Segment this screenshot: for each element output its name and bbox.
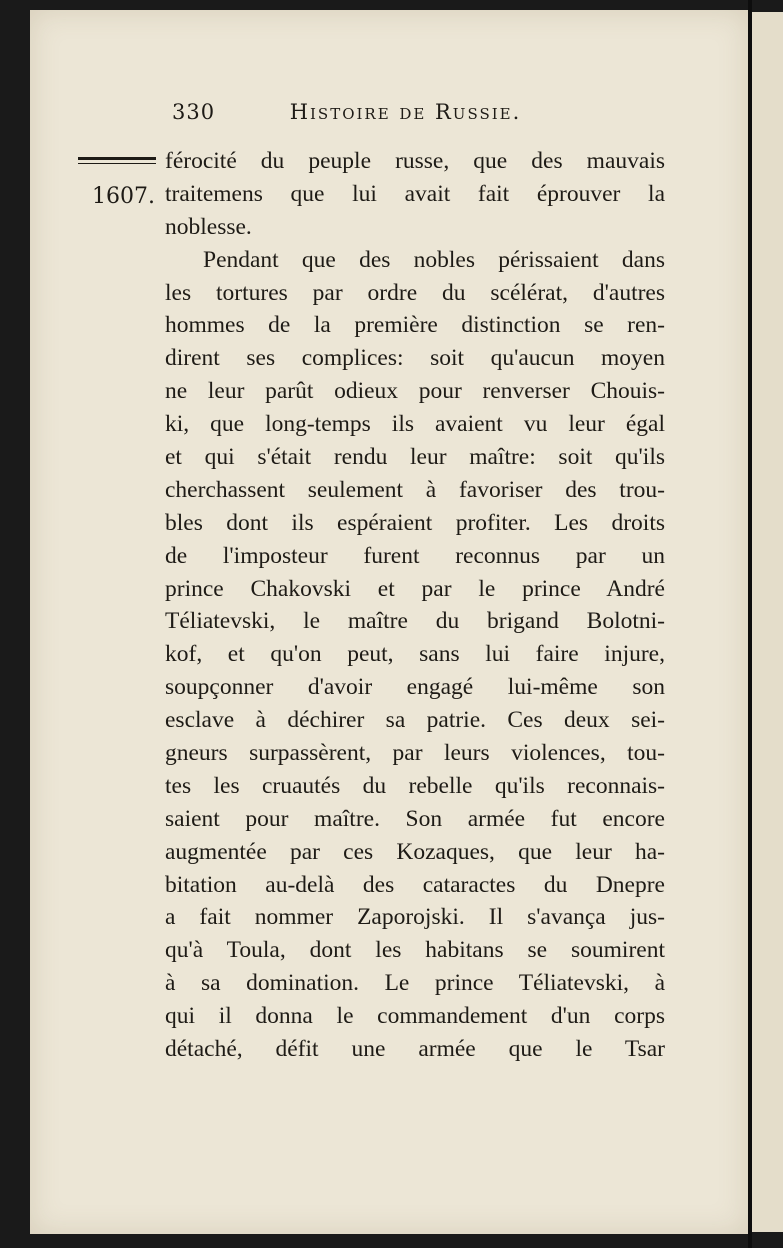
running-head (172, 100, 672, 124)
margin-year: 1607. (92, 184, 155, 209)
text-line: de l'imposteur furent reconnus par un (165, 542, 665, 569)
text-line: tes les cruautés du rebelle qu'ils reconnais- (165, 772, 665, 799)
text-line: cherchassent seulement à favoriser des trou- (165, 476, 665, 503)
text-line: dirent ses complices: soit qu'aucun moyen (165, 345, 665, 372)
page-number: 330 (172, 100, 216, 124)
text-line: esclave à déchirer sa patrie. Ces deux sei- (165, 707, 665, 734)
running-title: Histoire de Russie. (289, 100, 522, 124)
text-line: noblesse. (165, 213, 252, 240)
text-line: les tortures par ordre du scélérat, d'autres (165, 279, 665, 306)
text-line: à sa domination. Le prince Téliatevski, à (165, 970, 665, 997)
text-line: kof, et qu'on peut, sans lui faire injure, (165, 641, 665, 668)
body-text (165, 145, 665, 1066)
text-line: hommes de la première distinction se ren- (165, 312, 665, 339)
text-line: bles dont ils espéraient profiter. Les droits (165, 509, 665, 536)
text-line: qui il donna le commandement d'un corps (165, 1003, 665, 1030)
text-line: ki, que long-temps ils avaient vu leur égal (165, 411, 665, 438)
adjacent-page-edge (752, 12, 783, 1232)
text-line: qu'à Toula, dont les habitans se soumirent (165, 937, 665, 964)
continuation-rule (78, 157, 156, 164)
text-line: saient pour maître. Son armée fut encore (165, 805, 665, 832)
text-line: augmentée par ces Kozaques, que leur ha- (165, 838, 665, 865)
text-line: traitemens que lui avait fait éprouver la (165, 180, 665, 207)
text-line: a fait nommer Zaporojski. Il s'avança jus- (165, 904, 665, 931)
text-line: gneurs surpassèrent, par leurs violences, tou- (165, 740, 665, 767)
text-line: prince Chakovski et par le prince André (165, 575, 665, 602)
text-line: Pendant que des nobles périssaient dans (203, 246, 665, 273)
text-line: Téliatevski, le maître du brigand Bolotni- (165, 608, 665, 635)
text-line: soupçonner d'avoir engagé lui-même son (165, 674, 665, 701)
text-line: détaché, défit une armée que le Tsar (165, 1036, 665, 1063)
text-line: bitation au-delà des cataractes du Dnepre (165, 871, 665, 898)
text-line: férocité du peuple russe, que des mauvais (165, 148, 665, 174)
text-line: et qui s'était rendu leur maître: soit qu'ils (165, 444, 665, 471)
text-line: ne leur parût odieux pour renverser Chouis- (165, 378, 665, 405)
